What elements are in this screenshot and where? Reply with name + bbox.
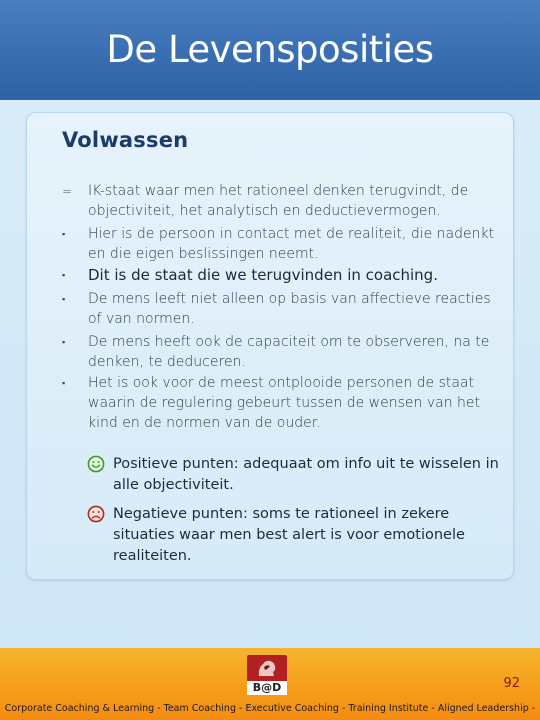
logo-emblem-icon <box>255 658 279 678</box>
list-item-text: IK-staat waar men het rationeel denken terugvindt, de objectiviteit, het analytisch en deductievermogen. <box>88 183 469 219</box>
bullet-marker: ▪ <box>62 230 66 240</box>
list-item-text: Het is ook voor de meest ontplooide personen de staat waarin de regulering gebeurt tussen de wensen van het kind en de normen van de ouder. <box>88 375 480 431</box>
smiley-sad-icon <box>87 505 105 523</box>
equals-marker: = <box>62 184 73 198</box>
title-bar <box>0 0 540 100</box>
logo-text: B@D <box>247 681 287 695</box>
list-item-text: De mens leeft niet alleen op basis van affectieve reacties of van normen. <box>88 291 491 327</box>
list-item-text: De mens heeft ook de capaciteit om te observeren, na te denken, te deduceren. <box>88 334 490 370</box>
positive-point-text: Positieve punten: adequaat om info uit te wisselen in alle objectiviteit. <box>113 456 499 493</box>
list-item-text: Dit is de staat die we terugvinden in coaching. <box>88 266 438 284</box>
list-item-text: Hier is de persoon in contact met de realiteit, die nadenkt en die eigen beslissingen neemt. <box>88 226 495 262</box>
bullet-marker: ▪ <box>62 338 66 348</box>
smiley-happy-icon <box>87 455 105 473</box>
bullet-marker: ▪ <box>62 379 66 389</box>
slide-title: De Levensposities <box>106 28 434 71</box>
company-logo <box>247 655 287 695</box>
page-number: 92 <box>503 676 520 691</box>
bullet-marker: ▪ <box>62 271 66 281</box>
bullet-marker: ▪ <box>62 295 66 305</box>
section-title: Volwassen <box>62 128 189 152</box>
negative-point-text: Negatieve punten: soms te rationeel in zekere situaties waar men best alert is voor emotionele realiteiten. <box>113 506 465 564</box>
footer-text: Corporate Coaching & Learning - Team Coaching - Executive Coaching - Training Institute - Aligned Leadership - <box>4 703 536 714</box>
